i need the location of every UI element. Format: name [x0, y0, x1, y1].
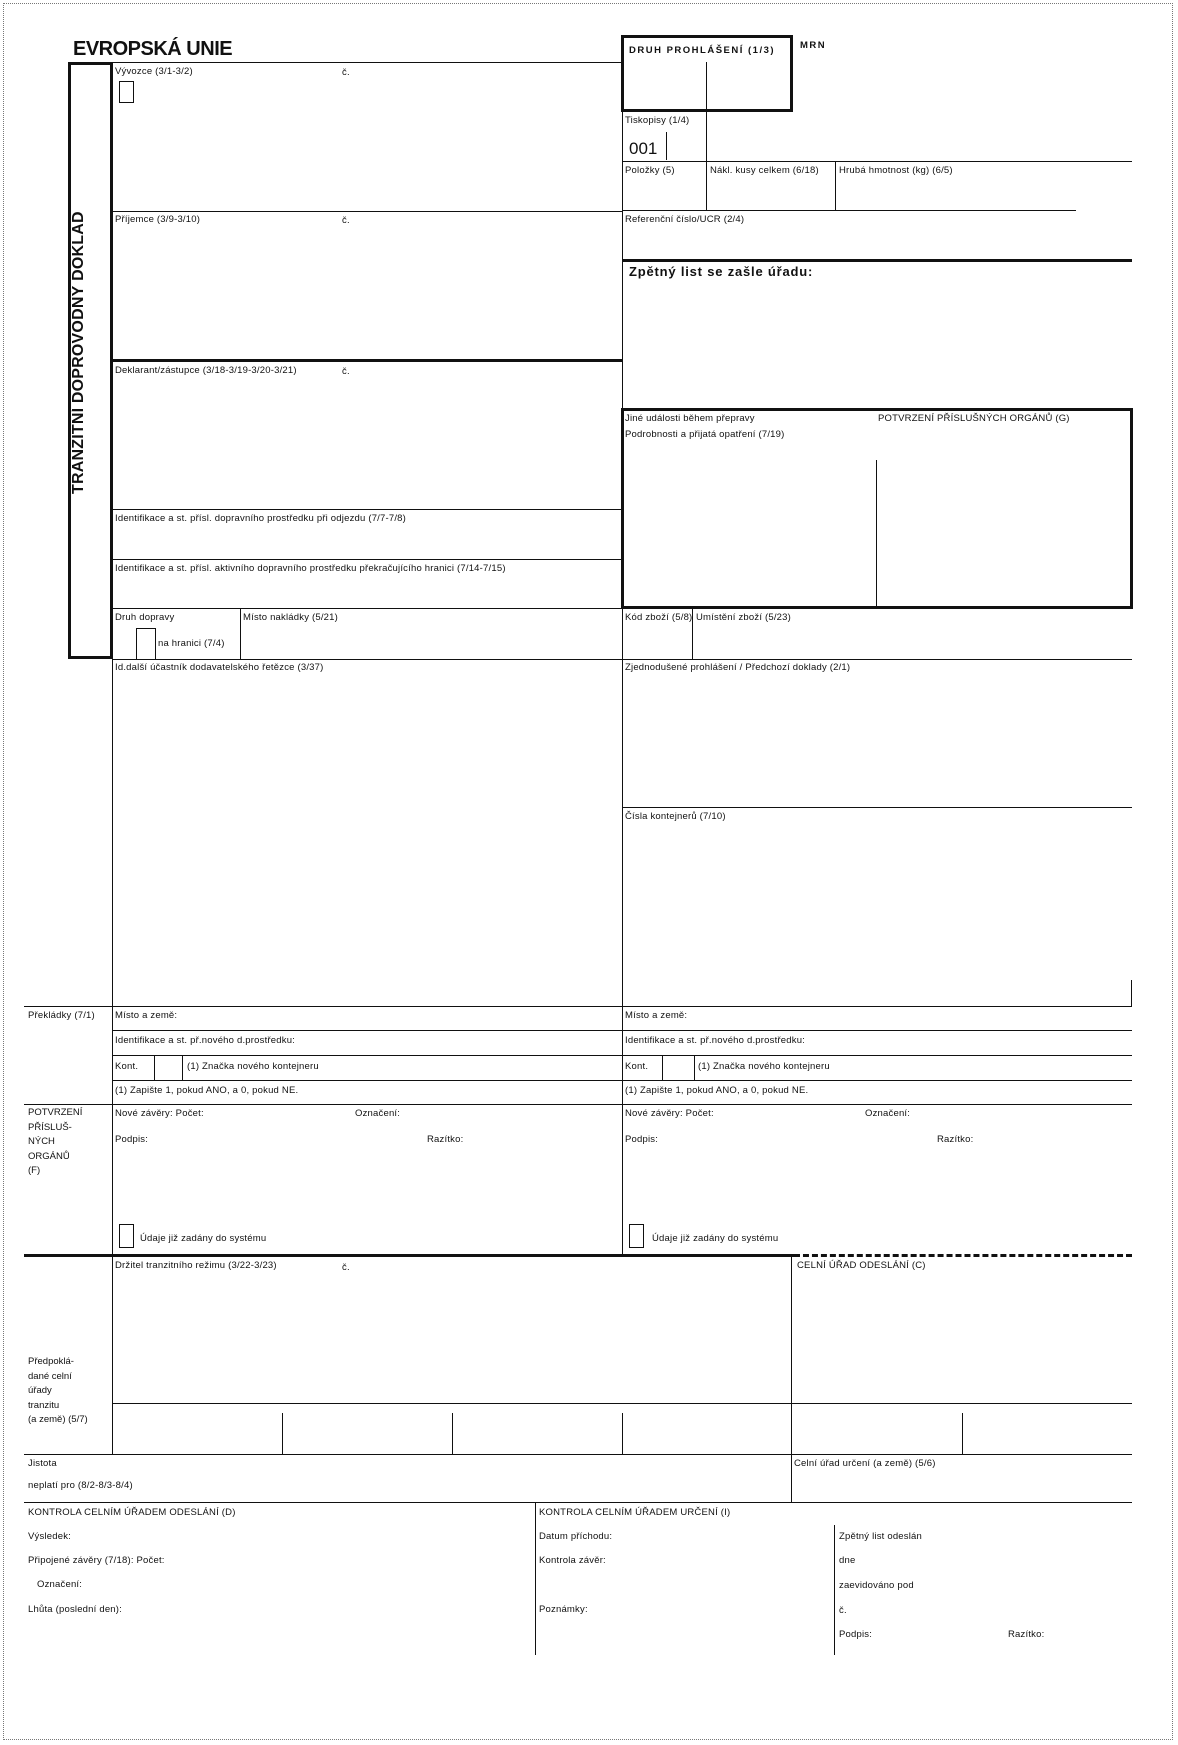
t2-container-box[interactable]: [662, 1055, 695, 1081]
transship-row3: [112, 1055, 1132, 1056]
consignee-divider: [112, 211, 622, 212]
transship-row2: [112, 1030, 1132, 1031]
copies-value: 001: [629, 139, 658, 158]
t2-signature-label: Podpis:: [625, 1134, 659, 1145]
copies-cursor: [666, 132, 667, 160]
control-top: [24, 1502, 1132, 1503]
return-copy-label: Zpětný list se zašle úřadu:: [629, 264, 814, 279]
return-sent-label: Zpětný list odeslán: [839, 1531, 923, 1542]
departure-control-title: KONTROLA CELNÍM ÚŘADEM ODESLÁNÍ (D): [28, 1507, 236, 1518]
left-column-edge: [112, 659, 113, 1255]
document-title: TRANZITNÍ DOPROVODNÝ DOKLAD: [70, 211, 87, 494]
copies-top: [622, 110, 624, 111]
transport-border-label: Identifikace a st. přísl. aktivního dopravního prostředku překračujícího hranici (7/14-7/15): [115, 563, 506, 574]
copies-label: Tiskopisy (1/4): [625, 115, 690, 126]
destination-control-title: KONTROLA CELNÍM ÚŘADEM URČENÍ (I): [539, 1507, 731, 1518]
transport-mode-label: Druh dopravy: [115, 612, 175, 623]
seal-check-label: Kontrola závěr:: [539, 1555, 606, 1566]
transit-office-div-2: [452, 1413, 453, 1455]
remarks-label: Poznámky:: [539, 1604, 588, 1615]
transit-office-div-1: [282, 1413, 283, 1455]
consignee-label: Příjemce (3/9-3/10): [115, 214, 201, 225]
arrival-date-label: Datum příchodu:: [539, 1531, 613, 1542]
left-panel-top: [112, 62, 622, 63]
authority-confirm-label: POTVRZENÍ PŘÍSLUŠNÝCH ORGÁNŮ (G): [878, 413, 1070, 424]
t2-marking-label: Označení:: [865, 1108, 911, 1119]
reference-top: [622, 210, 1076, 211]
marking-label: Označení:: [37, 1579, 83, 1590]
center-divider: [622, 35, 623, 1255]
declarant-label: Deklarant/zástupce (3/18-3/19-3/20-3/21): [115, 365, 297, 376]
border-label: na hranici (7/4): [158, 638, 225, 649]
t2-container-label: Kont.: [625, 1061, 649, 1072]
t2-stamp-label: Razítko:: [937, 1134, 974, 1145]
transit-offices-label: Předpoklá- dané celní úřady tranzitu (a země) (5/7): [28, 1356, 88, 1425]
seals-attached-label: Připojené závěry (7/18): Počet:: [28, 1555, 165, 1566]
t2-place-label: Místo a země:: [625, 1010, 688, 1021]
packages-label: Nákl. kusy celkem (6/18): [710, 165, 819, 176]
transit-office-div-3: [622, 1413, 623, 1455]
exporter-checkbox[interactable]: [119, 81, 134, 103]
transshipment-label: Překládky (7/1): [28, 1010, 95, 1021]
supply-chain-label: Id.další účastník dodavatelského řetězce (3/37): [115, 662, 324, 673]
not-valid-label: neplatí pro (8/2-8/3-8/4): [28, 1480, 133, 1491]
control-signature-label: Podpis:: [839, 1629, 873, 1640]
exporter-label: Vývozce (3/1-3/2): [115, 66, 193, 77]
transit-offices-top: [112, 1403, 1132, 1404]
t2-new-vehicle-label: Identifikace a st. př.nového d.prostředku:: [625, 1035, 806, 1046]
items-label: Položky (5): [625, 165, 675, 176]
transshipment-top: [24, 1006, 1132, 1007]
goods-code-divider: [692, 608, 693, 659]
t2-system-label: Údaje již zadány do systému: [652, 1233, 779, 1244]
supply-chain-top: [112, 659, 1132, 660]
t1-place-label: Místo a země:: [115, 1010, 178, 1021]
t1-signature-label: Podpis:: [115, 1134, 149, 1145]
transport-departure-divider: [112, 509, 622, 510]
registered-label: zaevidováno pod: [839, 1580, 914, 1591]
declaration-type-label: DRUH PROHLÁŠENÍ (1/3): [629, 45, 776, 56]
items-divider: [706, 161, 707, 211]
goods-code-label: Kód zboží (5/8): [625, 612, 693, 623]
incidents-inner-divider: [876, 460, 877, 607]
mrn-label: MRN: [800, 40, 827, 51]
loading-place-label: Místo nakládky (5/21): [243, 612, 339, 623]
holder-no: č.: [342, 1262, 350, 1273]
t1-stamp-label: Razítko:: [427, 1134, 464, 1145]
transport-border-divider: [112, 559, 622, 560]
control-stamp-label: Razítko:: [1008, 1629, 1045, 1640]
number-label: č.: [839, 1605, 847, 1616]
authority-top: [24, 1104, 1132, 1105]
guarantee-label: Jistota: [28, 1458, 57, 1469]
destination-office-label: Celní úřad určení (a země) (5/6): [794, 1458, 936, 1469]
t2-system-checkbox[interactable]: [629, 1224, 644, 1248]
items-top: [622, 161, 1132, 162]
simplified-decl-label: Zjednodušené prohlášení / Předchozí doklady (2/1): [625, 662, 851, 673]
t2-new-seals-label: Nové závěry: Počet:: [625, 1108, 714, 1119]
t1-container-label: Kont.: [115, 1061, 139, 1072]
copies-right-divider: [706, 110, 707, 162]
t1-system-label: Údaje již zadány do systému: [140, 1233, 267, 1244]
loading-place-divider: [240, 608, 241, 659]
t1-new-vehicle-label: Identifikace a st. př.nového d.prostředku:: [115, 1035, 296, 1046]
reference-label: Referenční číslo/UCR (2/4): [625, 214, 745, 225]
t1-container-box[interactable]: [154, 1055, 183, 1081]
holder-left-edge: [112, 1254, 113, 1454]
destination-office-divider: [791, 1454, 792, 1502]
t1-system-checkbox[interactable]: [119, 1224, 134, 1248]
container-numbers-edge: [1131, 980, 1132, 1006]
holder-top-dashed: [794, 1254, 1132, 1257]
transport-mode-box[interactable]: [136, 628, 156, 659]
transship-row4: [112, 1080, 1132, 1081]
guarantee-top: [24, 1454, 1132, 1455]
transport-departure-label: Identifikace a st. přísl. dopravního prostředku při odjezdu (7/7-7/8): [115, 513, 407, 524]
return-copy-top: [622, 259, 1132, 262]
declaration-type-divider: [706, 62, 707, 110]
gross-mass-label: Hrubá hmotnost (kg) (6/5): [839, 165, 953, 176]
authority-label: POTVRZENÍ PŘÍSLUŠ- NÝCH ORGÁNŮ (F): [28, 1107, 83, 1176]
t2-new-container-label: (1) Značka nového kontejneru: [698, 1061, 830, 1072]
t2-note: (1) Zapište 1, pokud ANO, a 0, pokud NE.: [625, 1085, 809, 1096]
details-label: Podrobnosti a přijatá opatření (7/19): [625, 429, 785, 440]
departure-office-label: CELNÍ ÚŘAD ODESLÁNÍ (C): [797, 1260, 926, 1271]
container-numbers-top: [622, 807, 1132, 808]
deadline-label: Lhůta (poslední den):: [28, 1604, 122, 1615]
result-label: Výsledek:: [28, 1531, 71, 1542]
control-inner-divider: [834, 1525, 835, 1655]
declarant-no: č.: [342, 366, 350, 377]
transit-office-div-4: [962, 1413, 963, 1455]
t1-marking-label: Označení:: [355, 1108, 401, 1119]
consignee-no: č.: [342, 215, 350, 226]
transport-mode-divider: [112, 608, 622, 609]
exporter-no: č.: [342, 67, 350, 78]
t1-note: (1) Zapište 1, pokud ANO, a 0, pokud NE.: [115, 1085, 299, 1096]
container-numbers-label: Čísla kontejnerů (7/10): [625, 811, 726, 822]
union-title: EVROPSKÁ UNIE: [73, 38, 233, 60]
page-border: [3, 3, 1173, 1740]
day-label: dne: [839, 1555, 856, 1566]
holder-right-divider: [791, 1254, 792, 1454]
t1-new-seals-label: Nové závěry: Počet:: [115, 1108, 204, 1119]
t1-new-container-label: (1) Značka nového kontejneru: [187, 1061, 319, 1072]
holder-label: Držitel tranzitního režimu (3/22-3/23): [115, 1260, 277, 1271]
goods-location-label: Umístění zboží (5/23): [696, 612, 792, 623]
control-divider: [535, 1502, 536, 1655]
declarant-divider: [112, 359, 622, 362]
packages-divider: [835, 161, 836, 211]
holder-top-bold: [24, 1254, 794, 1257]
incidents-label: Jiné události během přepravy: [625, 413, 755, 424]
